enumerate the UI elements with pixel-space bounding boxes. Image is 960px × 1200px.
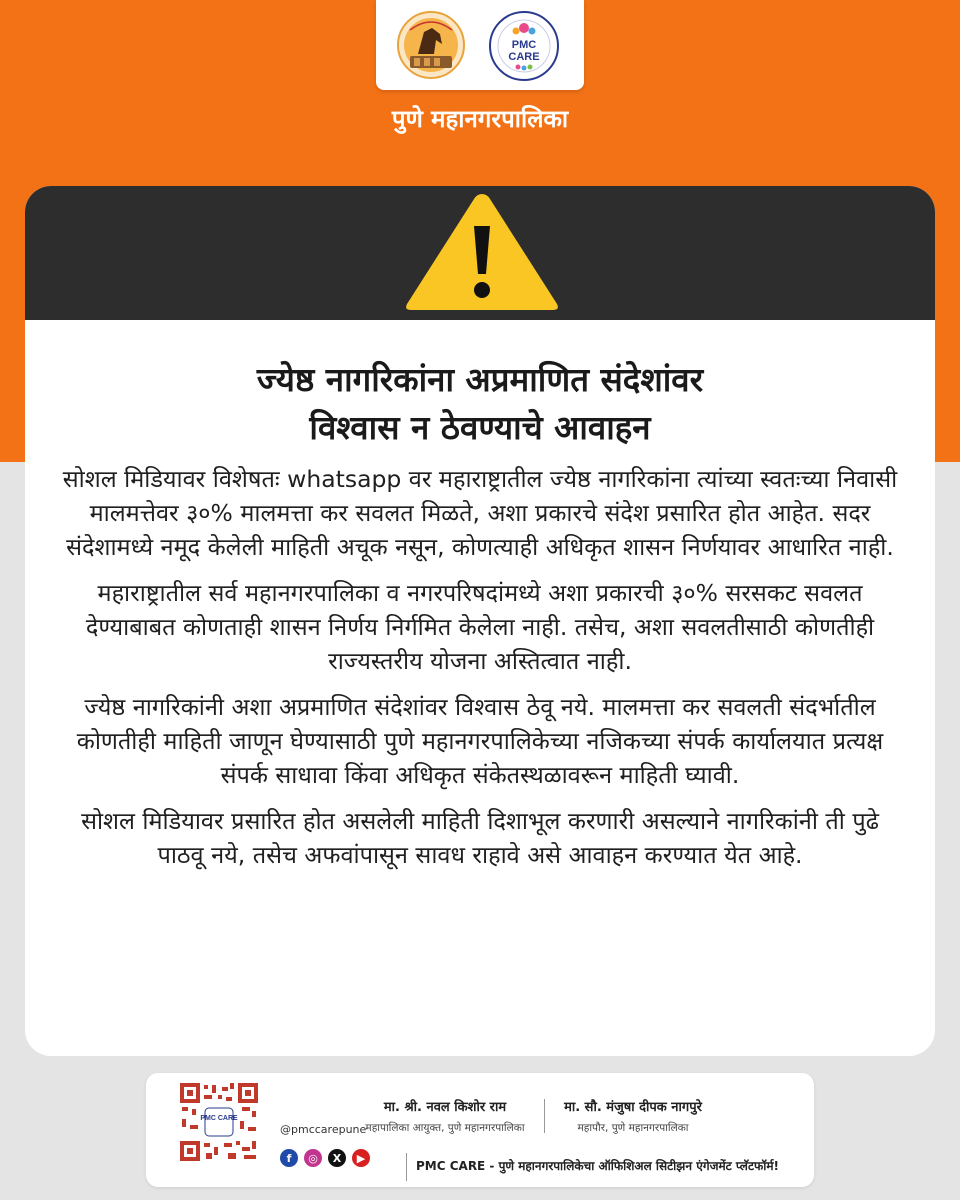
x-icon[interactable]: X bbox=[328, 1149, 346, 1167]
official-title: महापौर, पुणे महानगरपालिका bbox=[577, 1122, 689, 1134]
notice-card-header bbox=[25, 186, 935, 320]
notice-card bbox=[25, 186, 935, 1056]
logo-panel bbox=[376, 0, 584, 90]
notice-title-line1: ज्येष्ठ नागरिकांना अप्रमाणित संदेशांवर bbox=[256, 360, 704, 399]
official-commissioner bbox=[360, 1097, 530, 1135]
notice-title-line2: विश्वास न ठेवण्याचे आवाहन bbox=[309, 408, 651, 447]
pmc-seal-logo bbox=[396, 10, 466, 80]
footer-tagline: PMC CARE - पुणे महानगरपालिकेचा ऑफिशिअल सिटीझन एंगेजमेंट प्लॅटफॉर्म! bbox=[416, 1159, 780, 1173]
official-name: मा. सौ. मंजुषा दीपक नागपुरे bbox=[564, 1100, 702, 1115]
qr-code[interactable] bbox=[178, 1081, 260, 1163]
qr-label: PMC CARE bbox=[200, 1115, 238, 1122]
official-name: मा. श्री. नवल किशोर राम bbox=[383, 1100, 507, 1115]
notice-body bbox=[55, 462, 905, 884]
org-name: पुणे महानगरपालिका bbox=[391, 105, 569, 133]
svg-text:CARE: CARE bbox=[508, 51, 540, 63]
social-handle[interactable]: @pmccarepune bbox=[280, 1123, 367, 1136]
instagram-icon[interactable]: ◎ bbox=[304, 1149, 322, 1167]
pmc-care-logo bbox=[488, 10, 560, 82]
svg-text:PMC: PMC bbox=[511, 39, 537, 51]
official-title: महापालिका आयुक्त, पुणे महानगरपालिका bbox=[365, 1122, 525, 1134]
footer-panel bbox=[146, 1073, 814, 1187]
notice-paragraph: सोशल मिडियावर विशेषतः whatsapp वर महाराष्ट्रातील ज्येष्ठ नागरिकांना त्यांच्या स्वतःच्या निवासी मालमत्तेवर ३०% मालमत्ता कर सवलत मिळते, अशा प्रकारचे संदेश प्रसारित होत आहेत. सदर संदेशामध्ये नमूद केलेली माहिती अचूक नसून, कोणत्याही अधिकृत शासन निर्णयावर आधारित नाही. bbox=[62, 465, 898, 561]
divider bbox=[406, 1153, 407, 1181]
warning-triangle-icon bbox=[401, 188, 563, 316]
youtube-icon[interactable]: ▶ bbox=[352, 1149, 370, 1167]
notice-paragraph: ज्येष्ठ नागरिकांनी अशा अप्रमाणित संदेशांवर विश्वास ठेवू नये. मालमत्ता कर सवलती संदर्भातील कोणतीही माहिती जाणून घेण्यासाठी पुणे महानगरपालिकेच्या नजिकच्या संपर्क कार्यालयात प्रत्यक्ष संपर्क साधावा किंवा अधिकृत संकेतस्थळावरून माहिती घ्यावी. bbox=[76, 693, 884, 789]
notice-paragraph: महाराष्ट्रातील सर्व महानगरपालिका व नगरपरिषदांमध्ये अशा प्रकारची ३०% सरसकट सवलत देण्याबाबत कोणताही शासन निर्णय निर्गमित केलेला नाही. तसेच, अशा सवलतीसाठी कोणतीही राज्यस्तरीय योजना अस्तित्वात नाही. bbox=[85, 579, 875, 675]
social-icons bbox=[280, 1149, 370, 1169]
notice-title bbox=[45, 356, 915, 452]
official-mayor bbox=[548, 1097, 718, 1135]
divider bbox=[544, 1099, 545, 1133]
facebook-icon[interactable]: f bbox=[280, 1149, 298, 1167]
notice-paragraph: सोशल मिडियावर प्रसारित होत असलेली माहिती दिशाभूल करणारी असल्याने नागरिकांनी ती पुढे पाठवू नये, तसेच अफवांपासून सावध राहावे असे आवाहन करण्यात येत आहे. bbox=[81, 807, 879, 869]
